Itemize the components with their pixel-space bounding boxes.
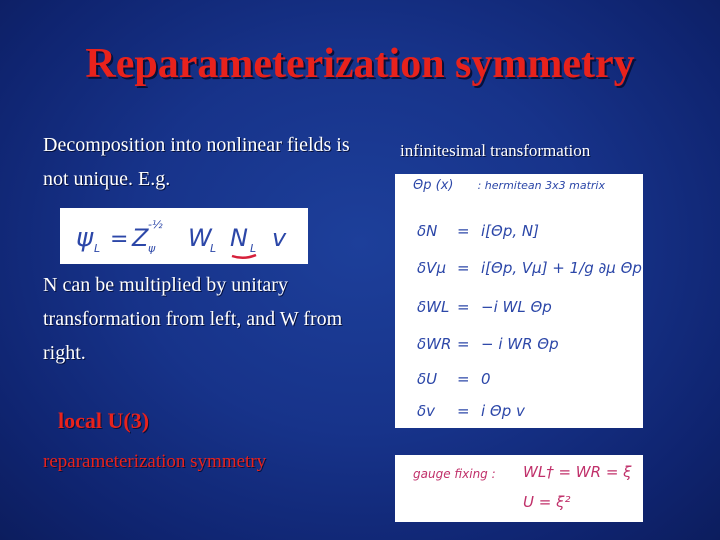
theta-header	[413, 178, 605, 193]
transform-row: δv = i Θp v	[417, 402, 525, 420]
unitary-transformation-text: N can be multiplied by unitary transformation from left, and W from right.	[43, 274, 343, 364]
row-rhs: 0	[481, 370, 491, 388]
W-symbol: W	[188, 224, 212, 252]
underline-mark	[232, 255, 256, 258]
psi-subscript: L	[94, 242, 101, 255]
gauge-fixing-panel	[395, 455, 643, 522]
equals-sign: =	[110, 227, 129, 252]
theta-header-lhs: Θp (x)	[413, 178, 454, 193]
row-rhs: i Θp v	[481, 402, 525, 420]
Z-subscript: ψ	[148, 242, 156, 255]
row-lhs: δWL	[417, 298, 450, 316]
gauge-fixing-label: gauge fixing :	[413, 467, 496, 481]
gauge-fixing-line2: U = ξ²	[523, 493, 571, 511]
transform-row: δWL = −i WL Θp	[417, 298, 552, 316]
decomposition-text: Decomposition into nonlinear fields is not unique. E.g.	[43, 134, 350, 190]
psi-symbol: ψ	[76, 223, 94, 253]
row-rhs: −i WL Θp	[481, 298, 552, 316]
Z-superscript: -½	[148, 218, 163, 231]
row-lhs: δN	[417, 222, 438, 240]
N-subscript: L	[250, 242, 257, 255]
row-rhs: i[Θp, N]	[481, 222, 539, 240]
transformation-panel	[395, 174, 643, 428]
infinitesimal-heading: infinitesimal transformation	[400, 141, 591, 160]
row-lhs: δU	[417, 370, 438, 388]
W-subscript: L	[210, 242, 217, 255]
transform-row: δU = 0	[417, 370, 491, 388]
row-rhs: − i WR Θp	[481, 335, 559, 353]
decomposition-equation	[60, 208, 308, 264]
gauge-fixing-line1: WL† = WR = ξ	[523, 463, 632, 481]
row-lhs: δVμ	[417, 259, 446, 277]
row-lhs: δWR	[417, 335, 452, 353]
slide-title: Reparameterization symmetry	[85, 41, 635, 87]
reparameterization-label: reparameterization symmetry	[43, 451, 267, 472]
theta-header-rhs: : hermitean 3x3 matrix	[477, 179, 605, 192]
row-lhs: δv	[417, 402, 436, 420]
Z-symbol: Z	[132, 224, 149, 252]
local-u3-label: local U(3)	[58, 408, 150, 433]
v-symbol: v	[272, 224, 287, 252]
row-rhs: i[Θp, Vμ] + 1/g ∂μ Θp	[481, 259, 642, 277]
transform-row: δVμ = i[Θp, Vμ] + 1/g ∂μ Θp	[417, 259, 642, 277]
transform-row: δWR = − i WR Θp	[417, 335, 559, 353]
N-symbol: N	[230, 224, 248, 252]
transform-row: δN = i[Θp, N]	[417, 222, 539, 240]
